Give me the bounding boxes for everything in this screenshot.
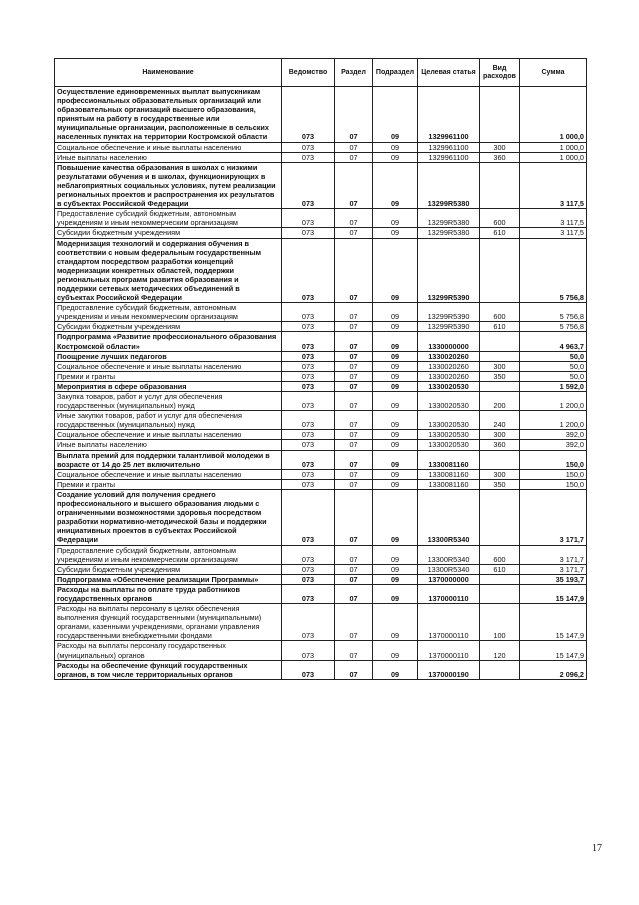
row-target-article-cell: 1330081160 xyxy=(418,479,480,489)
row-target-article-cell: 1330020530 xyxy=(418,440,480,450)
row-target-article-cell: 1330000000 xyxy=(418,332,480,351)
table-row xyxy=(55,332,587,351)
header-expense-type: Вид расходов xyxy=(480,59,520,87)
row-sum-cell: 392,0 xyxy=(520,440,587,450)
row-expense-type-cell xyxy=(480,238,520,303)
row-vedomstvo-cell: 073 xyxy=(282,162,335,208)
row-sum-cell: 15 147,9 xyxy=(520,604,587,641)
row-podrazdel-cell: 09 xyxy=(373,489,418,545)
row-expense-type-cell: 120 xyxy=(480,641,520,660)
row-vedomstvo-cell: 073 xyxy=(282,641,335,660)
row-target-article-cell: 1330020260 xyxy=(418,371,480,381)
row-expense-type-cell xyxy=(480,351,520,361)
table-row xyxy=(55,238,587,303)
row-expense-type-cell xyxy=(480,162,520,208)
row-vedomstvo-cell: 073 xyxy=(282,332,335,351)
row-vedomstvo-cell: 073 xyxy=(282,411,335,430)
row-expense-type-cell: 300 xyxy=(480,430,520,440)
row-razdel-cell: 07 xyxy=(335,469,373,479)
row-razdel-cell: 07 xyxy=(335,660,373,679)
row-razdel-cell: 07 xyxy=(335,162,373,208)
table-row xyxy=(55,574,587,584)
row-podrazdel-cell: 09 xyxy=(373,584,418,603)
row-podrazdel-cell: 09 xyxy=(373,450,418,469)
row-podrazdel-cell: 09 xyxy=(373,574,418,584)
table-row xyxy=(55,162,587,208)
table-row xyxy=(55,303,587,322)
row-target-article-cell: 13299R5390 xyxy=(418,303,480,322)
row-name-cell: Предоставление субсидий бюджетным, автономным учреждениям и иным некоммерческим организациям xyxy=(55,303,282,322)
row-razdel-cell: 07 xyxy=(335,489,373,545)
header-vedomstvo: Ведомство xyxy=(282,59,335,87)
row-name-cell: Социальное обеспечение и иные выплаты населению xyxy=(55,361,282,371)
row-razdel-cell: 07 xyxy=(335,303,373,322)
row-target-article-cell: 1330020530 xyxy=(418,381,480,391)
row-razdel-cell: 07 xyxy=(335,142,373,152)
row-vedomstvo-cell: 073 xyxy=(282,450,335,469)
row-name-cell: Предоставление субсидий бюджетным, автономным учреждениям и иным некоммерческим организациям xyxy=(55,209,282,228)
row-name-cell: Мероприятия в сфере образования xyxy=(55,381,282,391)
row-razdel-cell: 07 xyxy=(335,545,373,564)
row-podrazdel-cell: 09 xyxy=(373,411,418,430)
row-sum-cell: 150,0 xyxy=(520,469,587,479)
table-row xyxy=(55,87,587,143)
row-vedomstvo-cell: 073 xyxy=(282,87,335,143)
row-name-cell: Предоставление субсидий бюджетным, автономным учреждениям и иным некоммерческим организациям xyxy=(55,545,282,564)
page-number: 17 xyxy=(592,843,602,854)
table-row xyxy=(55,392,587,411)
row-sum-cell: 150,0 xyxy=(520,479,587,489)
row-vedomstvo-cell: 073 xyxy=(282,392,335,411)
row-target-article-cell: 1330081160 xyxy=(418,450,480,469)
row-sum-cell: 5 756,8 xyxy=(520,322,587,332)
row-name-cell: Повышение качества образования в школах с низкими результатами обучения и в школах, функционирующих в неблагоприятных социальных условиях, путем реализации региональных проектов и распространения их результатов в субъектах Российской Федерации xyxy=(55,162,282,208)
table-row xyxy=(55,142,587,152)
row-name-cell: Социальное обеспечение и иные выплаты населению xyxy=(55,430,282,440)
row-name-cell: Закупка товаров, работ и услуг для обеспечения государственных (муниципальных) нужд xyxy=(55,392,282,411)
row-name-cell: Иные закупки товаров, работ и услуг для обеспечения государственных (муниципальных) нужд xyxy=(55,411,282,430)
table-row xyxy=(55,440,587,450)
row-name-cell: Социальное обеспечение и иные выплаты населению xyxy=(55,469,282,479)
row-target-article-cell: 1329961100 xyxy=(418,152,480,162)
row-sum-cell: 1 000,0 xyxy=(520,142,587,152)
row-target-article-cell: 1330020530 xyxy=(418,411,480,430)
row-target-article-cell: 1329961100 xyxy=(418,142,480,152)
row-sum-cell: 1 000,0 xyxy=(520,87,587,143)
row-target-article-cell: 13299R5390 xyxy=(418,322,480,332)
row-name-cell: Расходы на обеспечение функций государственных органов, в том числе территориальных органов xyxy=(55,660,282,679)
row-name-cell: Иные выплаты населению xyxy=(55,440,282,450)
row-name-cell: Поощрение лучших педагогов xyxy=(55,351,282,361)
row-sum-cell: 1 000,0 xyxy=(520,152,587,162)
row-podrazdel-cell: 09 xyxy=(373,660,418,679)
table-row xyxy=(55,545,587,564)
row-name-cell: Субсидии бюджетным учреждениям xyxy=(55,564,282,574)
row-vedomstvo-cell: 073 xyxy=(282,545,335,564)
row-razdel-cell: 07 xyxy=(335,411,373,430)
row-razdel-cell: 07 xyxy=(335,564,373,574)
row-vedomstvo-cell: 073 xyxy=(282,322,335,332)
row-sum-cell: 5 756,8 xyxy=(520,238,587,303)
row-vedomstvo-cell: 073 xyxy=(282,381,335,391)
table-row xyxy=(55,604,587,641)
row-target-article-cell: 1330020530 xyxy=(418,430,480,440)
row-name-cell: Премии и гранты xyxy=(55,479,282,489)
row-vedomstvo-cell: 073 xyxy=(282,238,335,303)
row-sum-cell: 3 117,5 xyxy=(520,209,587,228)
table-row xyxy=(55,411,587,430)
row-podrazdel-cell: 09 xyxy=(373,604,418,641)
row-expense-type-cell xyxy=(480,584,520,603)
row-sum-cell: 1 200,0 xyxy=(520,411,587,430)
row-target-article-cell: 1330081160 xyxy=(418,469,480,479)
row-target-article-cell: 13299R5390 xyxy=(418,238,480,303)
row-expense-type-cell: 600 xyxy=(480,303,520,322)
row-vedomstvo-cell: 073 xyxy=(282,469,335,479)
row-vedomstvo-cell: 073 xyxy=(282,303,335,322)
row-target-article-cell: 1330020260 xyxy=(418,351,480,361)
row-name-cell: Подпрограмма «Развитие профессионального образования Костромской области» xyxy=(55,332,282,351)
table-body xyxy=(55,87,587,680)
row-sum-cell: 50,0 xyxy=(520,361,587,371)
row-podrazdel-cell: 09 xyxy=(373,152,418,162)
row-expense-type-cell xyxy=(480,574,520,584)
row-razdel-cell: 07 xyxy=(335,381,373,391)
row-expense-type-cell: 610 xyxy=(480,564,520,574)
row-vedomstvo-cell: 073 xyxy=(282,209,335,228)
table-header-row xyxy=(55,59,587,87)
row-razdel-cell: 07 xyxy=(335,430,373,440)
row-name-cell: Иные выплаты населению xyxy=(55,152,282,162)
row-sum-cell: 150,0 xyxy=(520,450,587,469)
row-sum-cell: 50,0 xyxy=(520,351,587,361)
row-expense-type-cell: 240 xyxy=(480,411,520,430)
table-row xyxy=(55,489,587,545)
row-expense-type-cell: 600 xyxy=(480,545,520,564)
row-podrazdel-cell: 09 xyxy=(373,351,418,361)
row-razdel-cell: 07 xyxy=(335,392,373,411)
row-podrazdel-cell: 09 xyxy=(373,332,418,351)
row-expense-type-cell: 100 xyxy=(480,604,520,641)
row-podrazdel-cell: 09 xyxy=(373,479,418,489)
row-vedomstvo-cell: 073 xyxy=(282,430,335,440)
row-podrazdel-cell: 09 xyxy=(373,371,418,381)
row-sum-cell: 50,0 xyxy=(520,371,587,381)
row-sum-cell: 35 193,7 xyxy=(520,574,587,584)
row-podrazdel-cell: 09 xyxy=(373,381,418,391)
row-expense-type-cell xyxy=(480,332,520,351)
row-sum-cell: 392,0 xyxy=(520,430,587,440)
row-vedomstvo-cell: 073 xyxy=(282,361,335,371)
row-sum-cell: 1 592,0 xyxy=(520,381,587,391)
row-target-article-cell: 13299R5380 xyxy=(418,162,480,208)
row-razdel-cell: 07 xyxy=(335,450,373,469)
row-vedomstvo-cell: 073 xyxy=(282,228,335,238)
table-row xyxy=(55,641,587,660)
row-name-cell: Расходы на выплаты по оплате труда работников государственных органов xyxy=(55,584,282,603)
row-target-article-cell: 1329961100 xyxy=(418,87,480,143)
row-target-article-cell: 1330020260 xyxy=(418,361,480,371)
row-podrazdel-cell: 09 xyxy=(373,564,418,574)
row-razdel-cell: 07 xyxy=(335,371,373,381)
table-row xyxy=(55,479,587,489)
row-name-cell: Расходы на выплаты персоналу государственных (муниципальных) органов xyxy=(55,641,282,660)
row-sum-cell: 3 117,5 xyxy=(520,228,587,238)
row-razdel-cell: 07 xyxy=(335,238,373,303)
row-expense-type-cell: 350 xyxy=(480,371,520,381)
row-target-article-cell: 13300R5340 xyxy=(418,489,480,545)
row-vedomstvo-cell: 073 xyxy=(282,489,335,545)
row-vedomstvo-cell: 073 xyxy=(282,574,335,584)
row-podrazdel-cell: 09 xyxy=(373,392,418,411)
header-name: Наименование xyxy=(55,59,282,87)
row-sum-cell: 2 096,2 xyxy=(520,660,587,679)
row-name-cell: Подпрограмма «Обеспечение реализации Программы» xyxy=(55,574,282,584)
row-expense-type-cell xyxy=(480,489,520,545)
row-name-cell: Осуществление единовременных выплат выпускникам профессиональных образовательных организаций или образовательных организаций высшего образования, принятым на работу в государственные или муниципальные организации, расположенные в сельских населенных пунктах на территории Костромской области xyxy=(55,87,282,143)
row-sum-cell: 3 171,7 xyxy=(520,489,587,545)
row-name-cell: Субсидии бюджетным учреждениям xyxy=(55,228,282,238)
row-target-article-cell: 13299R5380 xyxy=(418,228,480,238)
table-row xyxy=(55,469,587,479)
row-razdel-cell: 07 xyxy=(335,87,373,143)
row-sum-cell: 3 171,7 xyxy=(520,545,587,564)
row-razdel-cell: 07 xyxy=(335,152,373,162)
row-expense-type-cell: 600 xyxy=(480,209,520,228)
row-target-article-cell: 1370000110 xyxy=(418,584,480,603)
row-expense-type-cell xyxy=(480,660,520,679)
table-row xyxy=(55,371,587,381)
row-sum-cell: 3 117,5 xyxy=(520,162,587,208)
row-podrazdel-cell: 09 xyxy=(373,162,418,208)
row-razdel-cell: 07 xyxy=(335,351,373,361)
row-sum-cell: 15 147,9 xyxy=(520,584,587,603)
row-expense-type-cell: 610 xyxy=(480,228,520,238)
row-target-article-cell: 1370000190 xyxy=(418,660,480,679)
table-row xyxy=(55,209,587,228)
table-row xyxy=(55,152,587,162)
row-podrazdel-cell: 09 xyxy=(373,440,418,450)
row-expense-type-cell: 350 xyxy=(480,479,520,489)
row-podrazdel-cell: 09 xyxy=(373,322,418,332)
row-sum-cell: 1 200,0 xyxy=(520,392,587,411)
row-expense-type-cell: 200 xyxy=(480,392,520,411)
row-sum-cell: 15 147,9 xyxy=(520,641,587,660)
row-target-article-cell: 1370000000 xyxy=(418,574,480,584)
row-expense-type-cell: 300 xyxy=(480,469,520,479)
row-expense-type-cell xyxy=(480,450,520,469)
row-podrazdel-cell: 09 xyxy=(373,209,418,228)
table-row xyxy=(55,564,587,574)
row-razdel-cell: 07 xyxy=(335,440,373,450)
table-row xyxy=(55,660,587,679)
row-podrazdel-cell: 09 xyxy=(373,238,418,303)
row-vedomstvo-cell: 073 xyxy=(282,660,335,679)
row-vedomstvo-cell: 073 xyxy=(282,152,335,162)
row-expense-type-cell xyxy=(480,87,520,143)
row-razdel-cell: 07 xyxy=(335,574,373,584)
row-name-cell: Социальное обеспечение и иные выплаты населению xyxy=(55,142,282,152)
budget-table xyxy=(54,58,587,680)
row-podrazdel-cell: 09 xyxy=(373,469,418,479)
row-expense-type-cell: 300 xyxy=(480,142,520,152)
table-row xyxy=(55,351,587,361)
table-row xyxy=(55,361,587,371)
row-podrazdel-cell: 09 xyxy=(373,361,418,371)
row-expense-type-cell: 300 xyxy=(480,361,520,371)
row-vedomstvo-cell: 073 xyxy=(282,564,335,574)
row-sum-cell: 4 963,7 xyxy=(520,332,587,351)
row-vedomstvo-cell: 073 xyxy=(282,142,335,152)
row-expense-type-cell xyxy=(480,381,520,391)
row-razdel-cell: 07 xyxy=(335,584,373,603)
row-name-cell: Выплата премий для поддержки талантливой молодежи в возрасте от 14 до 25 лет включительно xyxy=(55,450,282,469)
row-razdel-cell: 07 xyxy=(335,641,373,660)
row-razdel-cell: 07 xyxy=(335,479,373,489)
row-target-article-cell: 13299R5380 xyxy=(418,209,480,228)
row-razdel-cell: 07 xyxy=(335,361,373,371)
row-podrazdel-cell: 09 xyxy=(373,303,418,322)
row-razdel-cell: 07 xyxy=(335,228,373,238)
row-vedomstvo-cell: 073 xyxy=(282,584,335,603)
row-podrazdel-cell: 09 xyxy=(373,430,418,440)
table-row xyxy=(55,430,587,440)
table-row xyxy=(55,450,587,469)
row-vedomstvo-cell: 073 xyxy=(282,371,335,381)
header-target-article: Целевая статья xyxy=(418,59,480,87)
row-razdel-cell: 07 xyxy=(335,332,373,351)
row-target-article-cell: 13300R5340 xyxy=(418,545,480,564)
table-row xyxy=(55,228,587,238)
row-target-article-cell: 1330020530 xyxy=(418,392,480,411)
row-vedomstvo-cell: 073 xyxy=(282,351,335,361)
row-name-cell: Субсидии бюджетным учреждениям xyxy=(55,322,282,332)
row-podrazdel-cell: 09 xyxy=(373,87,418,143)
row-name-cell: Премии и гранты xyxy=(55,371,282,381)
row-razdel-cell: 07 xyxy=(335,322,373,332)
row-sum-cell: 5 756,8 xyxy=(520,303,587,322)
row-name-cell: Модернизация технологий и содержания обучения в соответствии с новым федеральным государственным стандартом посредством разработки концепций модернизации конкретных областей, поддержки региональных программ развития образования и поддержки сетевых методических объединений в субъектах Российской Федерации xyxy=(55,238,282,303)
row-podrazdel-cell: 09 xyxy=(373,228,418,238)
row-sum-cell: 3 171,7 xyxy=(520,564,587,574)
header-sum: Сумма xyxy=(520,59,587,87)
row-podrazdel-cell: 09 xyxy=(373,142,418,152)
row-name-cell: Расходы на выплаты персоналу в целях обеспечения выполнения функций государственными (муниципальными) органами, казенными учреждениями, органами управления государственными внебюджетными фондами xyxy=(55,604,282,641)
row-expense-type-cell: 360 xyxy=(480,440,520,450)
row-razdel-cell: 07 xyxy=(335,209,373,228)
header-podrazdel: Подраздел xyxy=(373,59,418,87)
row-podrazdel-cell: 09 xyxy=(373,545,418,564)
row-expense-type-cell: 360 xyxy=(480,152,520,162)
table-row xyxy=(55,322,587,332)
row-razdel-cell: 07 xyxy=(335,604,373,641)
row-podrazdel-cell: 09 xyxy=(373,641,418,660)
row-vedomstvo-cell: 073 xyxy=(282,479,335,489)
table-row xyxy=(55,381,587,391)
row-vedomstvo-cell: 073 xyxy=(282,604,335,641)
row-target-article-cell: 1370000110 xyxy=(418,641,480,660)
row-name-cell: Создание условий для получения среднего профессионального и высшего образования людьми с ограниченными возможностями здоровья посредством разработки нормативно-методической базы и поддержки инициативных проектов в субъектах Российской Федерации xyxy=(55,489,282,545)
row-expense-type-cell: 610 xyxy=(480,322,520,332)
row-target-article-cell: 1370000110 xyxy=(418,604,480,641)
table-row xyxy=(55,584,587,603)
row-target-article-cell: 13300R5340 xyxy=(418,564,480,574)
header-razdel: Раздел xyxy=(335,59,373,87)
row-vedomstvo-cell: 073 xyxy=(282,440,335,450)
